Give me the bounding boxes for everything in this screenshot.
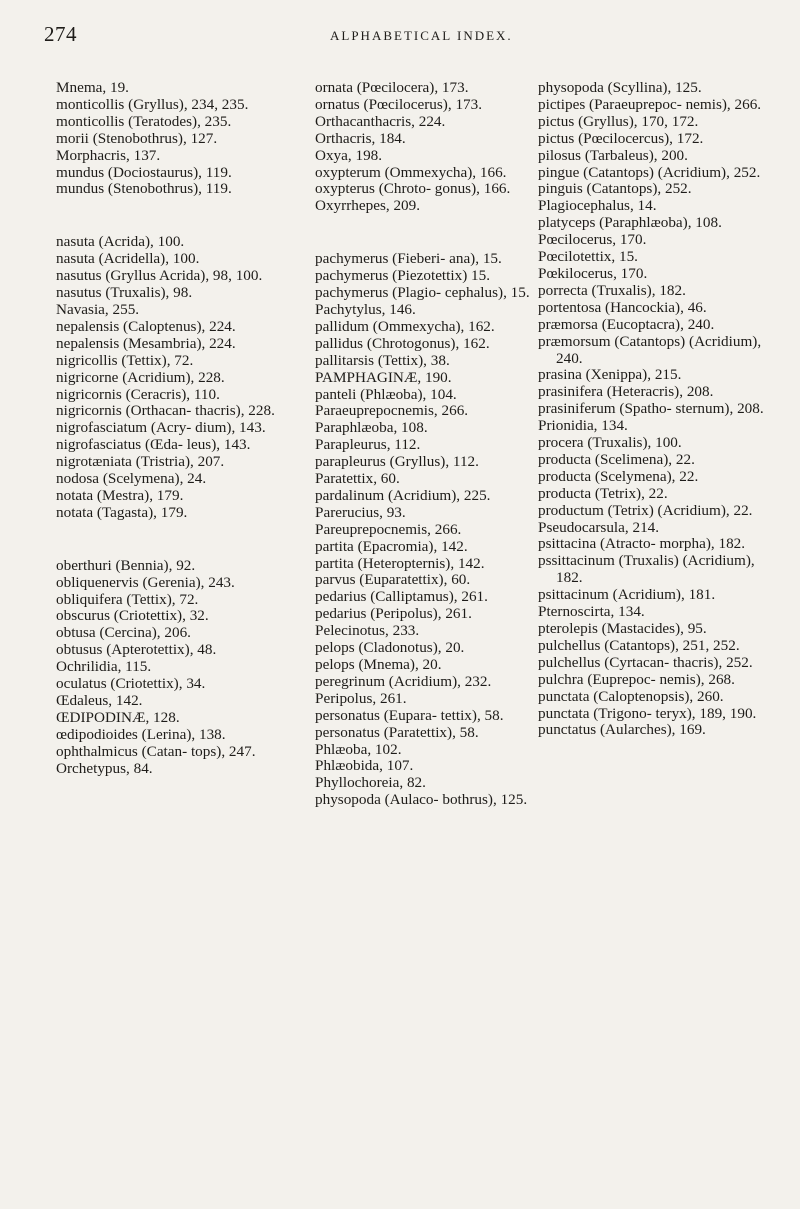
index-entry: Parerucius, 93. (315, 503, 406, 521)
index-entry: productum (Tetrix) (Acridium), 22. (538, 501, 753, 519)
index-entry: physopoda (Aulaco- bothrus), 125. (315, 791, 528, 809)
index-entry: prasinifera (Heteracris), 208. (538, 383, 714, 401)
index-entry: pachymerus (Fieberi- ana), 15. (315, 250, 502, 268)
index-entry: pallitarsis (Tettix), 38. (315, 351, 450, 369)
index-entry: nigrofasciatum (Acry- dium), 143. (56, 419, 266, 437)
index-entry: monticollis (Gryllus), 234, 235. (56, 95, 249, 113)
index-entry: oberthuri (Bennia), 92. (56, 556, 196, 574)
index-entry: obliquifera (Tettix), 72. (56, 590, 199, 608)
index-entry: platyceps (Paraphlæoba), 108. (538, 214, 722, 232)
page-number: 274 (44, 22, 77, 46)
index-entry: psittacina (Atracto- morpha), 182. (538, 535, 746, 553)
index-entry: ornatus (Pœcilocerus), 173. (315, 95, 483, 113)
index-entry: punctatus (Aularches), 169. (538, 721, 706, 739)
index-column-2 (315, 80, 531, 809)
index-entry: oculatus (Criotettix), 34. (56, 675, 206, 693)
index-entry: obscurus (Criotettix), 32. (56, 607, 209, 625)
index-entry: pachymerus (Piezotettix) 15. (315, 267, 491, 285)
index-entry: oxypterum (Ommexycha), 166. (315, 163, 507, 181)
index-entry: porrecta (Truxalis), 182. (538, 281, 686, 299)
index-entry: œdipodioides (Lerina), 138. (56, 725, 226, 743)
index-entry: nigricornis (Ceracris), 110. (56, 385, 220, 403)
index-entry: pelops (Cladonotus), 20. (315, 639, 465, 657)
index-entry: Mnema, 19. (56, 79, 129, 96)
index-entry: pulchra (Euprepoc- nemis), 268. (538, 670, 735, 688)
index-column-3 (538, 80, 774, 739)
index-entry: nasuta (Acrida), 100. (56, 233, 185, 251)
section-gap (315, 215, 531, 251)
index-entry: notata (Mestra), 179. (56, 486, 184, 504)
index-entry: Morphacris, 137. (56, 146, 161, 164)
index-entry: Œdaleus, 142. (56, 692, 143, 709)
index-entry: Orthacris, 184. (315, 129, 406, 147)
index-entry: Parapleurus, 112. (315, 436, 421, 454)
index-entry: partita (Heteropternis), 142. (315, 554, 485, 572)
index-entry: psittacinum (Acridium), 181. (538, 586, 716, 604)
index-entry: Paratettix, 60. (315, 470, 400, 488)
index-entry: Pœcilocerus, 170. (538, 231, 647, 249)
index-entry: pallidum (Ommexycha), 162. (315, 317, 495, 335)
running-title: ALPHABETICAL INDEX. (330, 28, 513, 43)
index-entry: parvus (Euparatettix), 60. (315, 571, 471, 589)
index-entry: ornata (Pœcilocera), 173. (315, 79, 469, 96)
index-entry: producta (Tetrix), 22. (538, 484, 668, 502)
index-entry: pinguis (Catantops), 252. (538, 180, 692, 198)
index-entry: Phlæobida, 107. (315, 757, 414, 775)
index-entry: punctata (Trigono- teryx), 189, 190. (538, 704, 757, 722)
index-entry: nasutus (Truxalis), 98. (56, 284, 193, 302)
index-entry: pelops (Mnema), 20. (315, 656, 442, 673)
index-entry: nigricollis (Tettix), 72. (56, 351, 194, 369)
index-entry: Ochrilidia, 115. (56, 658, 152, 676)
index-entry: Peripolus, 261. (315, 689, 407, 707)
index-entry: pedarius (Calliptamus), 261. (315, 588, 488, 606)
index-entry: portentosa (Hancockia), 46. (538, 298, 707, 316)
index-entry: pedarius (Peripolus), 261. (315, 605, 472, 623)
index-entry: personatus (Eupara- tettix), 58. (315, 706, 504, 724)
index-entry: monticollis (Teratodes), 235. (56, 112, 232, 130)
index-entry: Pœkilocerus, 170. (538, 264, 648, 282)
index-entry: producta (Scelimena), 22. (538, 450, 695, 468)
index-entry: nasutus (Gryllus Acrida), 98, 100. (56, 267, 263, 285)
index-entry: Orthacanthacris, 224. (315, 112, 446, 130)
index-entry: Pternoscirta, 134. (538, 603, 645, 621)
index-entry: prasina (Xenippa), 215. (538, 366, 682, 384)
index-entry: pictus (Pœcilocercus), 172. (538, 129, 704, 147)
index-entry: nodosa (Scelymena), 24. (56, 470, 207, 488)
index-entry: nasuta (Acridella), 100. (56, 250, 200, 268)
index-entry: pallidus (Chrotogonus), 162. (315, 334, 490, 352)
index-entry: panteli (Phlæoba), 104. (315, 385, 457, 403)
index-entry: mundus (Dociostaurus), 119. (56, 163, 232, 181)
index-entry: punctata (Caloptenopsis), 260. (538, 687, 724, 705)
index-entry: obliquenervis (Gerenia), 243. (56, 573, 235, 591)
index-entry: pingue (Catantops) (Acridium), 252. (538, 163, 761, 181)
index-entry: pssittacinum (Truxalis) (Acridium), 182. (538, 552, 759, 587)
index-entry: PAMPHAGINÆ, 190. (315, 368, 452, 386)
index-entry: nepalensis (Caloptenus), 224. (56, 317, 236, 335)
index-entry: pictus (Gryllus), 170, 172. (538, 112, 699, 130)
index-entry: mundus (Stenobothrus), 119. (56, 180, 232, 198)
index-entry: pilosus (Tarbaleus), 200. (538, 146, 688, 164)
index-entry: nigrofasciatus (Œda- leus), 143. (56, 436, 251, 454)
index-entry: morii (Stenobothrus), 127. (56, 129, 218, 147)
index-entry: procera (Truxalis), 100. (538, 434, 682, 452)
index-entry: notata (Tagasta), 179. (56, 503, 188, 521)
index-entry: ophthalmicus (Catan- tops), 247. (56, 742, 256, 760)
index-entry: Orchetypus, 84. (56, 759, 153, 777)
index-entry: peregrinum (Acridium), 232. (315, 672, 492, 690)
index-entry: pterolepis (Mastacides), 95. (538, 620, 707, 637)
index-entry: Paraeuprepocnemis, 266. (315, 402, 469, 420)
index-entry: Paraphlæoba, 108. (315, 419, 428, 437)
index-entry: Pareuprepocnemis, 266. (315, 520, 462, 538)
index-entry: physopoda (Scyllina), 125. (538, 79, 702, 96)
index-entry: Pelecinotus, 233. (315, 622, 420, 640)
index-entry: nepalensis (Mesambria), 224. (56, 334, 236, 352)
index-entry: Prionidia, 134. (538, 417, 628, 435)
index-entry: pardalinum (Acridium), 225. (315, 486, 491, 504)
index-entry: pictipes (Paraeuprepoc- nemis), 266. (538, 95, 762, 113)
index-entry: parapleurus (Gryllus), 112. (315, 453, 479, 471)
index-entry: nigricornis (Orthacan- thacris), 228. (56, 402, 275, 420)
index-entry: Pseudocarsula, 214. (538, 518, 660, 536)
index-entry: partita (Epacromia), 142. (315, 537, 468, 555)
section-gap (56, 198, 294, 234)
index-entry: Oxya, 198. (315, 146, 383, 164)
index-entry: producta (Scelymena), 22. (538, 467, 699, 485)
index-entry: obtusa (Cercina), 206. (56, 624, 191, 642)
index-entry: Pœcilotettix, 15. (538, 248, 638, 266)
index-entry: oxypterus (Chroto- gonus), 166. (315, 180, 511, 198)
index-entry: nigrotæniata (Tristria), 207. (56, 453, 225, 471)
index-entry: personatus (Paratettix), 58. (315, 723, 479, 741)
index-entry: obtusus (Apterotettix), 48. (56, 641, 217, 659)
index-entry: ŒDIPODINÆ, 128. (56, 708, 180, 726)
index-entry: nigricorne (Acridium), 228. (56, 368, 225, 386)
index-entry: Navasia, 255. (56, 300, 140, 318)
section-gap (56, 522, 294, 558)
index-entry: præmorsa (Eucoptacra), 240. (538, 315, 715, 333)
index-entry: prasiniferum (Spatho- sternum), 208. (538, 400, 764, 418)
index-entry: pachymerus (Plagio- cephalus), 15. (315, 284, 530, 302)
index-entry: Pachytylus, 146. (315, 300, 416, 318)
index-column-1 (56, 80, 294, 778)
index-entry: præmorsum (Catantops) (Acridium), 240. (538, 332, 765, 367)
index-entry: Oxyrrhepes, 209. (315, 197, 421, 215)
index-entry: pulchellus (Catantops), 251, 252. (538, 636, 740, 654)
index-entry: Phyllochoreia, 82. (315, 774, 426, 792)
index-entry: Plagiocephalus, 14. (538, 197, 657, 215)
index-entry: pulchellus (Cyrtacan- thacris), 252. (538, 653, 753, 671)
index-entry: Phlæoba, 102. (315, 740, 402, 758)
